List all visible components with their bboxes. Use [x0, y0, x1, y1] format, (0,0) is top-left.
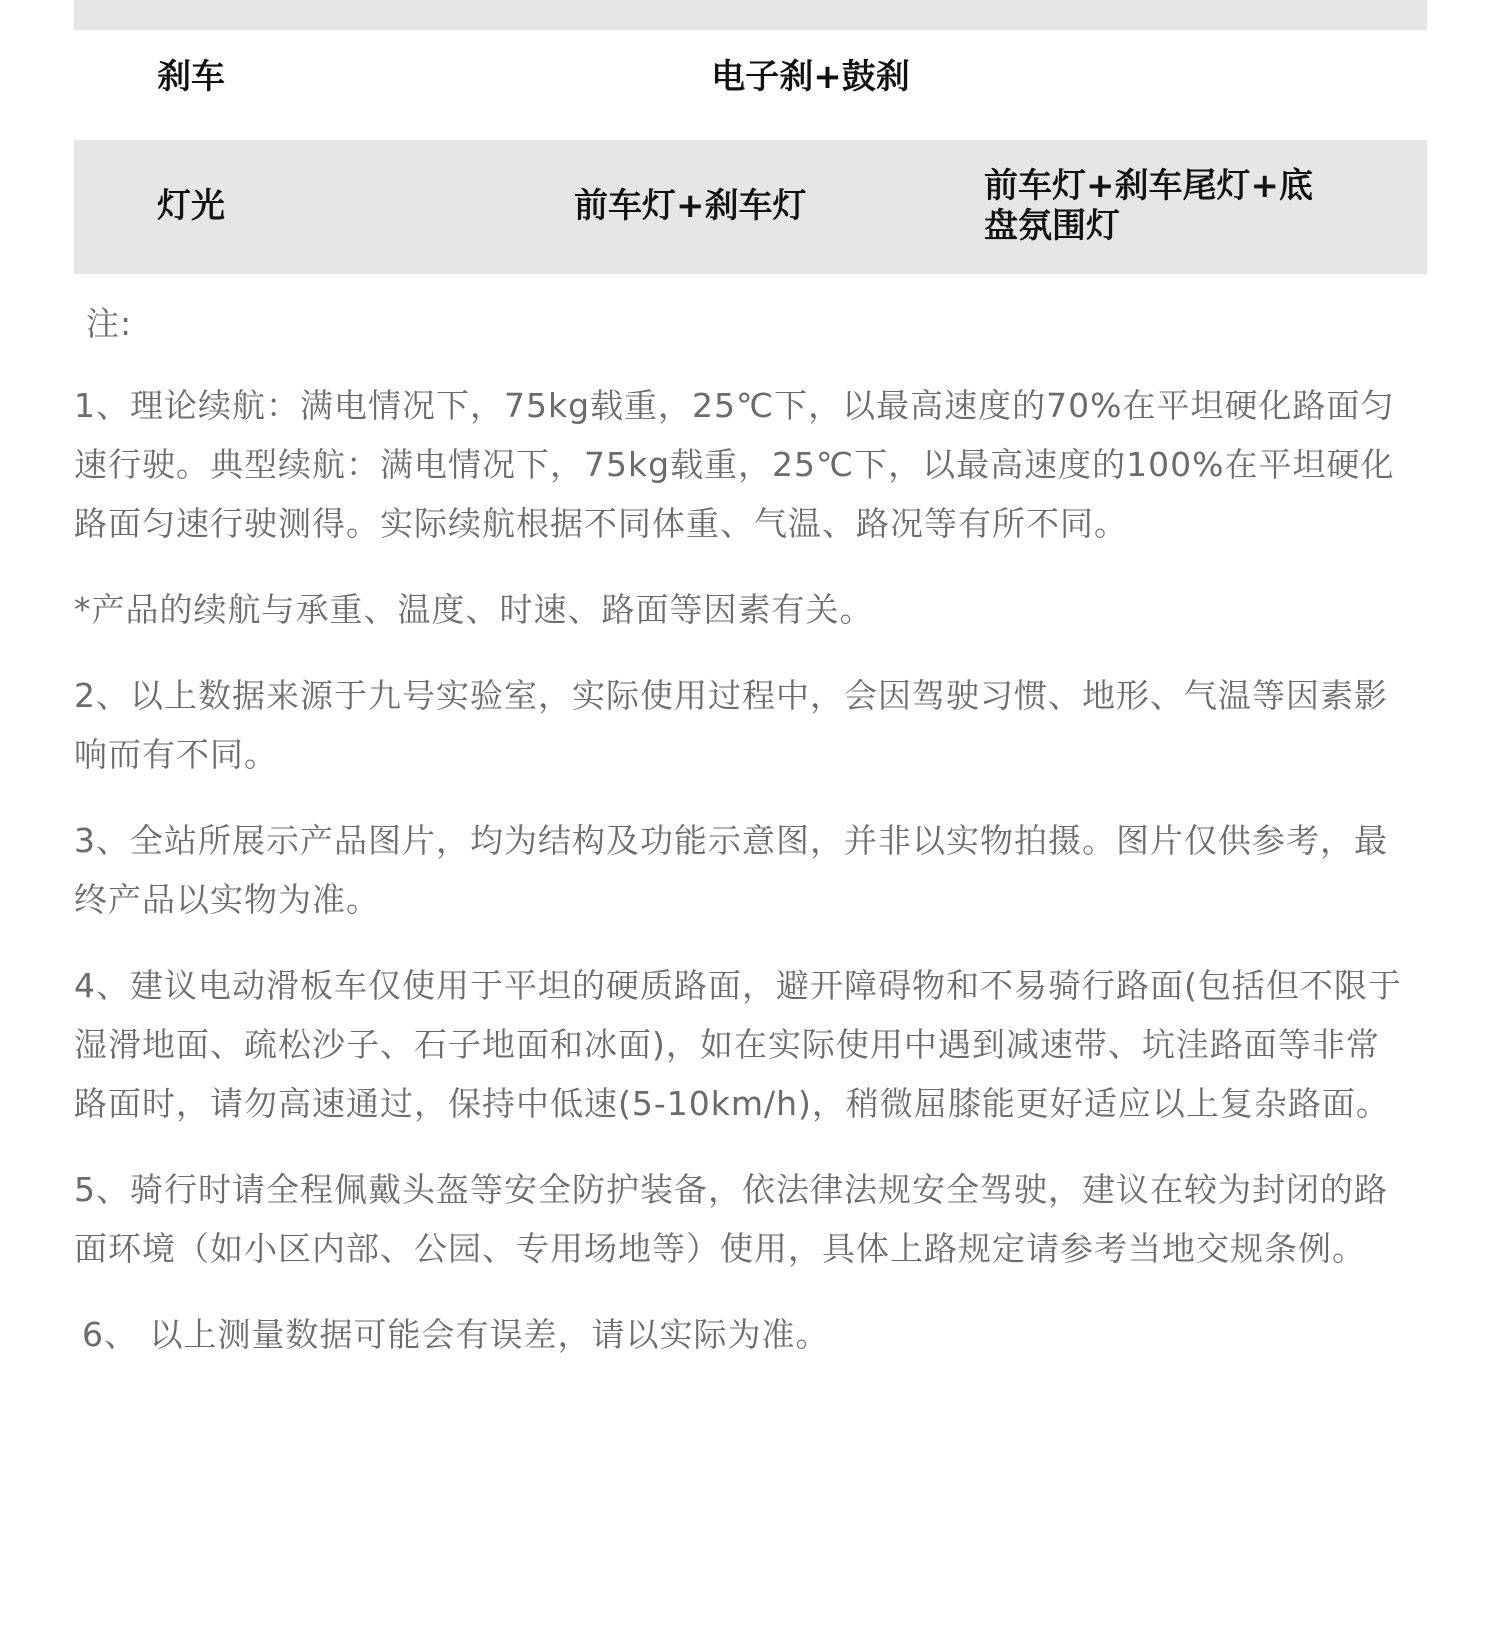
note-item-4: 4、建议电动滑板车仅使用于平坦的硬质路面，避开障碍物和不易骑行路面(包括但不限于湿滑地面、疏松沙子、石子地面和冰面)，如在实际使用中遇到减速带、坑洼路面等非常路面时，请勿高速通过，保持中低速(5-10km/h)，稍微屈膝能更好适应以上复杂路面。 — [74, 966, 1402, 1123]
table-row-top-strip — [74, 0, 1427, 30]
light-value-1: 前车灯+刹车灯 — [574, 186, 807, 226]
spec-table — [74, 0, 1427, 274]
table-row-brake — [74, 30, 1427, 140]
note-item-1: 1、理论续航：满电情况下，75kg载重，25℃下，以最高速度的70%在平坦硬化路面匀速行驶。典型续航：满电情况下，75kg载重，25℃下，以最高速度的100%在平坦硬化路面匀速行驶测得。实际续航根据不同体重、气温、路况等有所不同。 — [74, 386, 1395, 543]
note-item-6: 6、 以上测量数据可能会有误差，请以实际为准。 — [82, 1315, 830, 1354]
table-row-light — [74, 140, 1427, 274]
note-item-range-factors: *产品的续航与承重、温度、时速、路面等因素有关。 — [74, 590, 874, 629]
note-item-3: 3、全站所展示产品图片，均为结构及功能示意图，并非以实物拍摄。图片仅供参考，最终产品以实物为准。 — [74, 821, 1388, 919]
note-item-5: 5、骑行时请全程佩戴头盔等安全防护装备，依法律法规安全驾驶，建议在较为封闭的路面环境（如小区内部、公园、专用场地等）使用，具体上路规定请参考当地交规条例。 — [74, 1170, 1388, 1268]
notes-title: 注: — [86, 304, 133, 343]
notes-section — [74, 300, 1404, 1391]
light-value-2: 前车灯+刹车尾灯+底盘氛围灯 — [984, 166, 1313, 246]
light-label: 灯光 — [157, 186, 225, 226]
note-item-2: 2、以上数据来源于九号实验室，实际使用过程中，会因驾驶习惯、地形、气温等因素影响而有不同。 — [74, 676, 1388, 774]
brake-value: 电子刹+鼓刹 — [711, 57, 910, 97]
brake-label: 刹车 — [157, 57, 225, 97]
